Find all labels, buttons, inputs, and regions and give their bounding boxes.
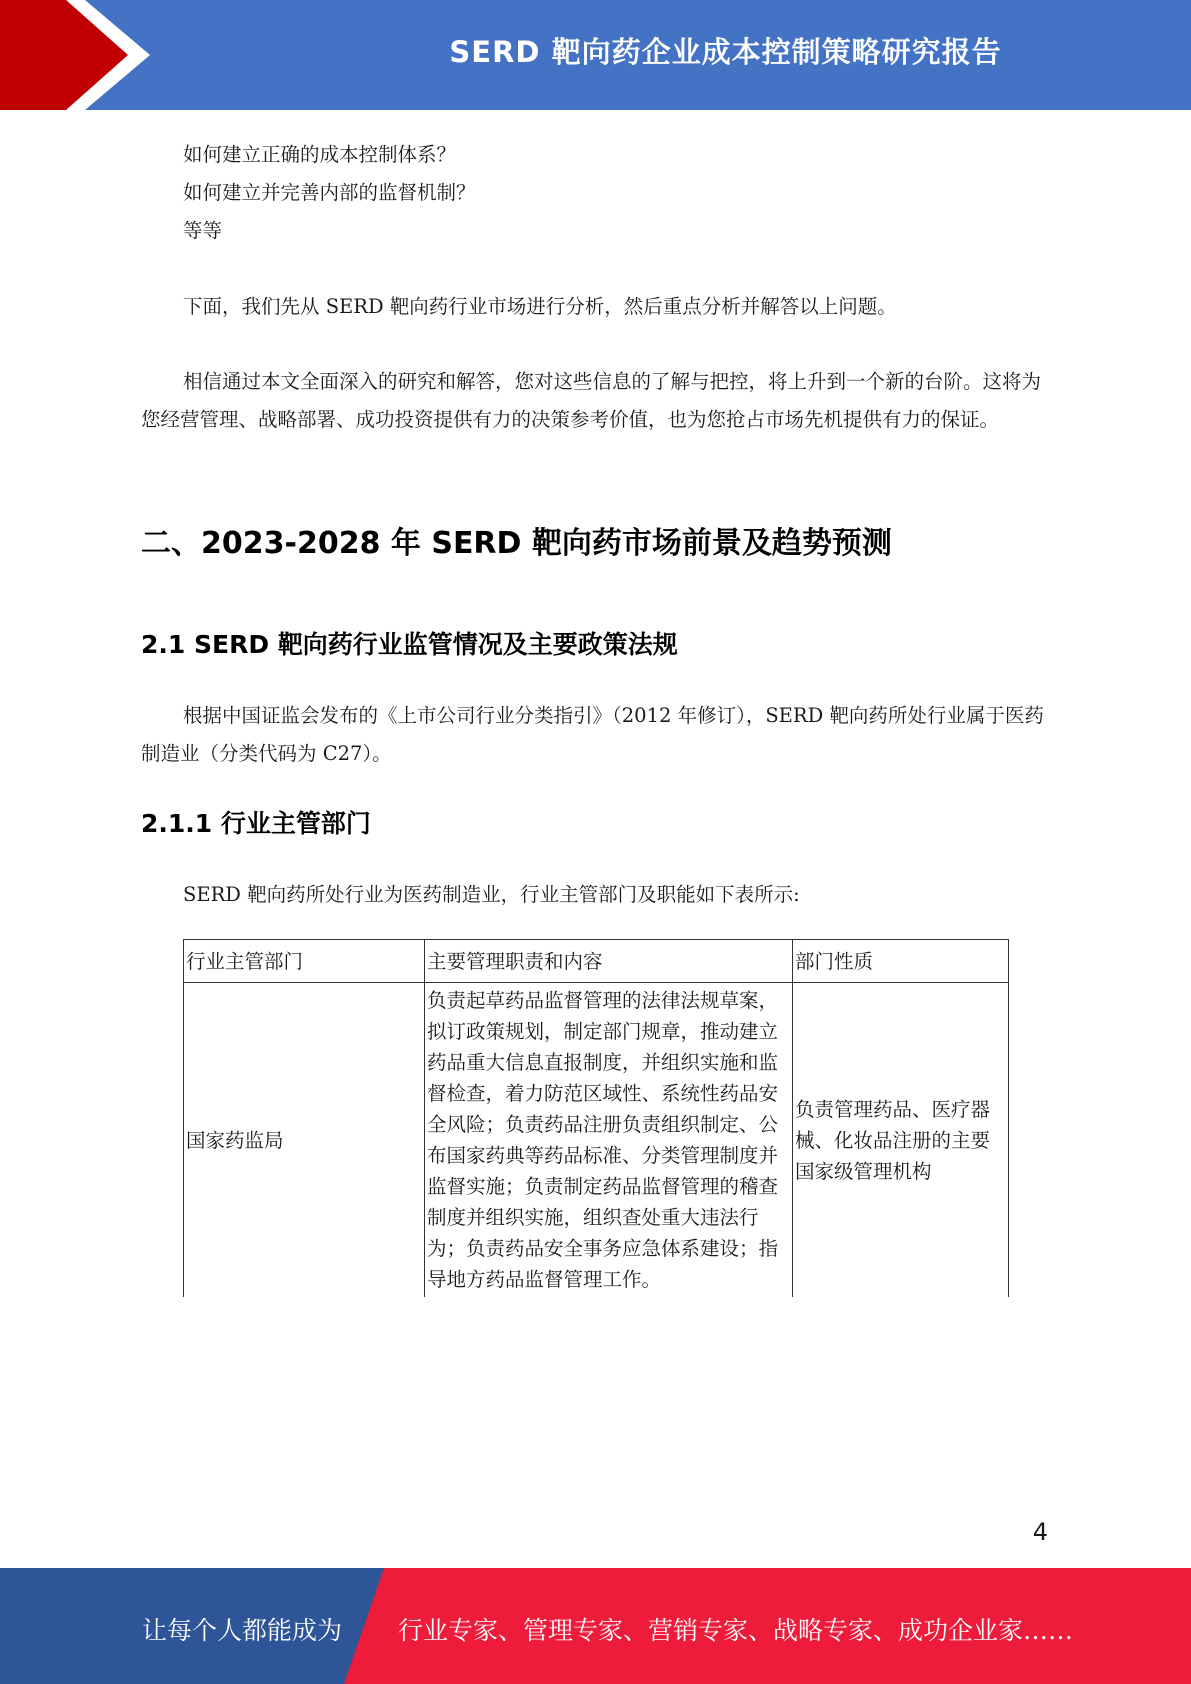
- table-header-cell: 主要管理职责和内容: [425, 940, 793, 983]
- table-header-cell: 行业主管部门: [184, 940, 425, 983]
- question-line-1: 如何建立正确的成本控制体系？: [183, 143, 457, 166]
- report-title: SERD 靶向药企业成本控制策略研究报告: [449, 35, 1002, 69]
- table-header-cell: 部门性质: [793, 940, 1009, 983]
- table-intro-paragraph: SERD 靶向药所处行业为医药制造业，行业主管部门及职能如下表所示:: [183, 883, 800, 906]
- table-cell-duty: 负责起草药品监督管理的法律法规草案，拟订政策规划，制定部门规章，推动建立药品重大信息直报制度，并组织实施和监督检查，着力防范区域性、系统性药品安全风险；负责药品注册负责组织制定、公布国家药典等药品标准、分类管理制度并监督实施；负责制定药品监督管理的稽查制度并组织实施，组织查处重大违法行为；负责药品安全事务应急体系建设；指导地方药品监督管理工作。: [425, 983, 793, 1298]
- question-line-2: 如何建立并完善内部的监督机制？: [183, 181, 476, 204]
- footer-slogan-right: 行业专家、管理专家、营销专家、战略专家、成功企业家……: [398, 1616, 1074, 1645]
- table-cell-nature: 负责管理药品、医疗器械、化妆品注册的主要国家级管理机构: [793, 983, 1009, 1298]
- section-heading: 二、2023-2028 年 SERD 靶向药市场前景及趋势预测: [141, 526, 892, 561]
- subsection-heading-2-1: 2.1 SERD 靶向药行业监管情况及主要政策法规: [141, 630, 678, 659]
- header-banner: [0, 0, 1191, 110]
- intro-paragraph-1: 下面，我们先从 SERD 靶向药行业市场进行分析，然后重点分析并解答以上问题。: [183, 295, 897, 318]
- intro-paragraph-2: 相信通过本文全面深入的研究和解答，您对这些信息的了解与把控，将上升到一个新的台阶。这将为您经营管理、战略部署、成功投资提供有力的决策参考价值，也为您抢占市场先机提供有力的保证。: [141, 370, 1042, 431]
- subsection-heading-2-1-1: 2.1.1 行业主管部门: [141, 809, 371, 838]
- table-row: [184, 983, 1009, 1298]
- footer-slogan-left: 让每个人都能成为: [142, 1616, 343, 1645]
- question-line-3: 等等: [183, 219, 223, 242]
- table-cell-dept: 国家药监局: [184, 983, 425, 1298]
- footer-banner: [0, 1568, 1191, 1684]
- page-number: 4: [1032, 1518, 1048, 1546]
- table-header-row: [184, 940, 1009, 983]
- department-table: [183, 939, 1009, 1297]
- subsection-paragraph-2-1: 根据中国证监会发布的《上市公司行业分类指引》（2012 年修订），SERD 靶向药所处行业属于医药制造业（分类代码为 C27）。: [141, 704, 1044, 765]
